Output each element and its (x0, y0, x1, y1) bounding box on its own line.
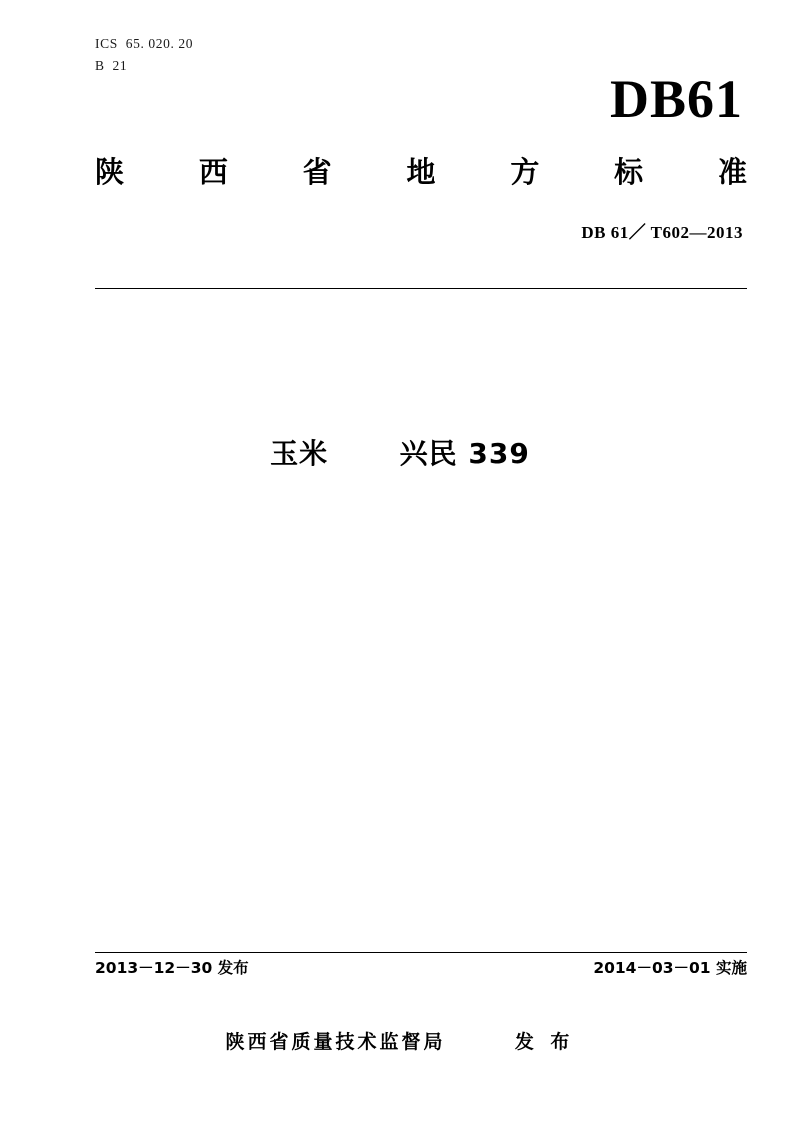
header-divider (95, 288, 747, 289)
effective-date: 2014－03－01 实施 (593, 959, 747, 977)
ics-category-code: B 21 (95, 58, 128, 73)
footer-divider (95, 952, 747, 953)
publish-date: 2013－12－30 发布 (95, 959, 249, 977)
footer-dates (95, 956, 747, 978)
issuer-name: 陕西省质量技术监督局 (225, 1031, 446, 1053)
province-title-char-1: 陕 (95, 155, 125, 189)
ics-classification-block (95, 33, 193, 77)
province-title-char-7: 准 (717, 155, 747, 189)
document-title-main: 玉米 (270, 437, 329, 470)
province-standard-title (95, 150, 747, 191)
db61-logo: DB61 (609, 69, 743, 129)
province-title-char-2: 西 (198, 155, 228, 189)
province-title-char-5: 方 (510, 155, 540, 189)
document-title (0, 432, 800, 472)
standard-number: DB 61／ T602—2013 (581, 223, 743, 242)
province-title-char-6: 标 (614, 155, 644, 189)
province-title-char-3: 省 (302, 155, 332, 189)
document-title-variety: 兴民 339 (399, 437, 530, 470)
issuing-authority (0, 1027, 800, 1054)
issuer-verb: 发 布 (514, 1031, 575, 1053)
province-title-char-4: 地 (406, 155, 436, 189)
ics-code: ICS 65. 020. 20 (95, 36, 194, 51)
